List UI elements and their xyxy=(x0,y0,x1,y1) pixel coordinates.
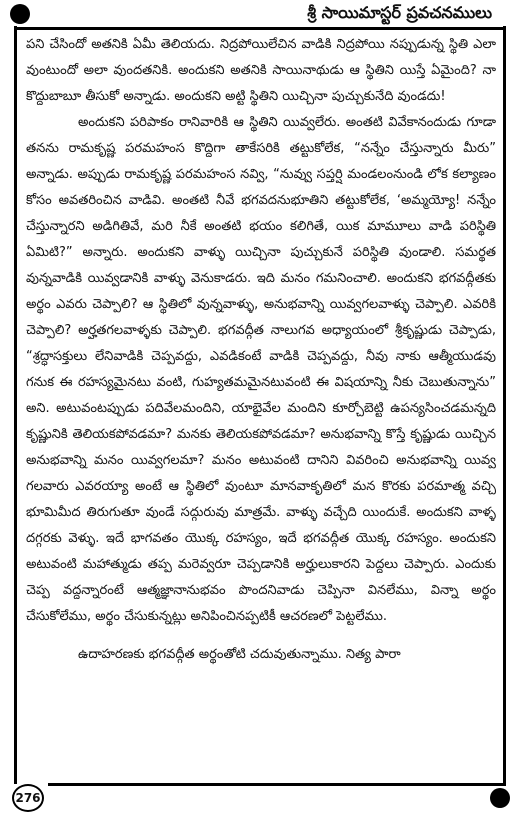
footer-corner-dot xyxy=(490,788,510,808)
page-number: 276 xyxy=(12,784,44,812)
paragraph: అందుకని పరిపాకం రానివారికి ఆ స్థితిని యివ్వలేరు. అంతటి వివేకానందుడు గూడా తనను రామకృష్ణ పరమహంస కొద్దిగా తాకేసరికి తట్టుకోలేక, “నన్నేం చేస్తున్నారు మీరు” అన్నాడు. అప్పుడు రామకృష్ణ పరమహంస నవ్వి, “నువ్వు సప్తర్షి మండలంనుండి లోక కల్యాణం కోసం అవతరించిన వాడివి. అంతటి నీవే భగవదనుభూతిని తట్టుకోలేక, ‘అమ్మయ్యో! నన్నేం చేస్తున్నారని అడిగితివే, మరి నీకే అంతటి భయం కలిగితే, యిక మామూలు వాడి పరిస్థితి ఏమిటి?” అన్నారు. అందుకని వాళ్ళు యిచ్చినా పుచ్చుకునే పరిస్థితి వుండాలి. సమర్థత వున్నవాడికి యివ్వడానికి వాళ్ళు వెనుకాడరు. ఇది మనం గమనించాలి. అందుకని భగవద్గీతకు అర్థం ఎవరు చెప్పాలి? ఆ స్థితిలో వున్నవాళ్ళు, అనుభవాన్ని యివ్వగలవాళ్ళు చెప్పాలి. ఎవరికి చెప్పాలి? అర్హతగలవాళ్ళకు చెప్పాలి. భగవద్గీత నాలుగవ అధ్యాయంలో శ్రీకృష్ణుడు చెప్పాడు, “శ్రద్ధాసక్తులు లేనివాడికి చెప్పవద్దు, ఎవడికంటే వాడికి చెప్పవద్దు, నీవు నాకు ఆత్మీయుడవు గనుక ఈ రహస్యమైనటు వంటి, గుహ్యతమమైనటువంటి ఈ విషయాన్ని నీకు చెబుతున్నాను” అని. అటువంటప్పుడు పదివేలమందిని, యాభైవేల మందిని కూర్చోబెట్టి ఉపన్యసించడమన్నది కృష్ణునికి తెలియకపోవడమా? మనకు తెలియకపోవడమా? అనుభవాన్ని కొస్తే కృష్ణుడు యిచ్చిన అనుభవాన్ని మనం యివ్వగలమా? మనం అటువంటి దానిని వివరించి అనుభవాన్ని యివ్వ గలవారు ఎవరయ్యా అంటే ఆ స్థితిలో వుంటూ మానవాకృతిలో మన కొరకు పరమాత్మ వచ్చి భూమిమీద తిరుగుతూ వుండే సద్గురువు మాత్రమే. వాళ్ళు వచ్చేది యిందుకే. అందుకని వాళ్ళ దగ్గరకు వెళ్ళు. ఇదే భాగవతం యొక్క రహస్యం, ఇదే భగవద్గీత యొక్క రహస్యం. అందుకని అటువంటి మహాత్ముడు తప్ప మరెవ్వరూ చెప్పడానికి అర్హులుకారని పెద్దలు చెప్పారు. ఎందుకు చెప్ప వద్దన్నారంటే ఆత్మజ్ఞానానుభవం పొందనివాడు చెప్పినా వినలేము, విన్నా అర్థం చేసుకోలేము, అర్థం చేసుకున్నట్లు అనిపించినప్పటికీ ఆచరణలో పెట్టలేము. xyxy=(26,115,496,624)
paragraph: ఉదాహరణకు భగవద్గీత అర్థంతోటి చదువుతున్నాము. నిత్య పారా xyxy=(78,647,401,662)
right-border-rule xyxy=(503,26,506,784)
running-header-title: శ్రీ సాయిమాస్టర్ ప్రవచనములు xyxy=(301,0,498,26)
footer-rule xyxy=(48,783,506,786)
paragraph: పని చేసిందో అతనికి ఏమీ తెలియదు. నిద్రపోయిలేచిన వాడికి నిద్రపోయి నప్పుడున్న స్థితి ఎలా వుంటుందో అలా వుందతనికి. అందుకని అతనికి సాయినాథుడు ఆ స్థితిని యిస్తే ఏమైంది? నా కొద్దుబాబూ తీసుకో అన్నాడు. అందుకని అట్టి స్థితిని యిచ్చినా పుచ్చుకునేది వుండదు! xyxy=(26,37,496,104)
left-border-rule xyxy=(14,26,17,784)
page-body-text xyxy=(26,32,496,776)
